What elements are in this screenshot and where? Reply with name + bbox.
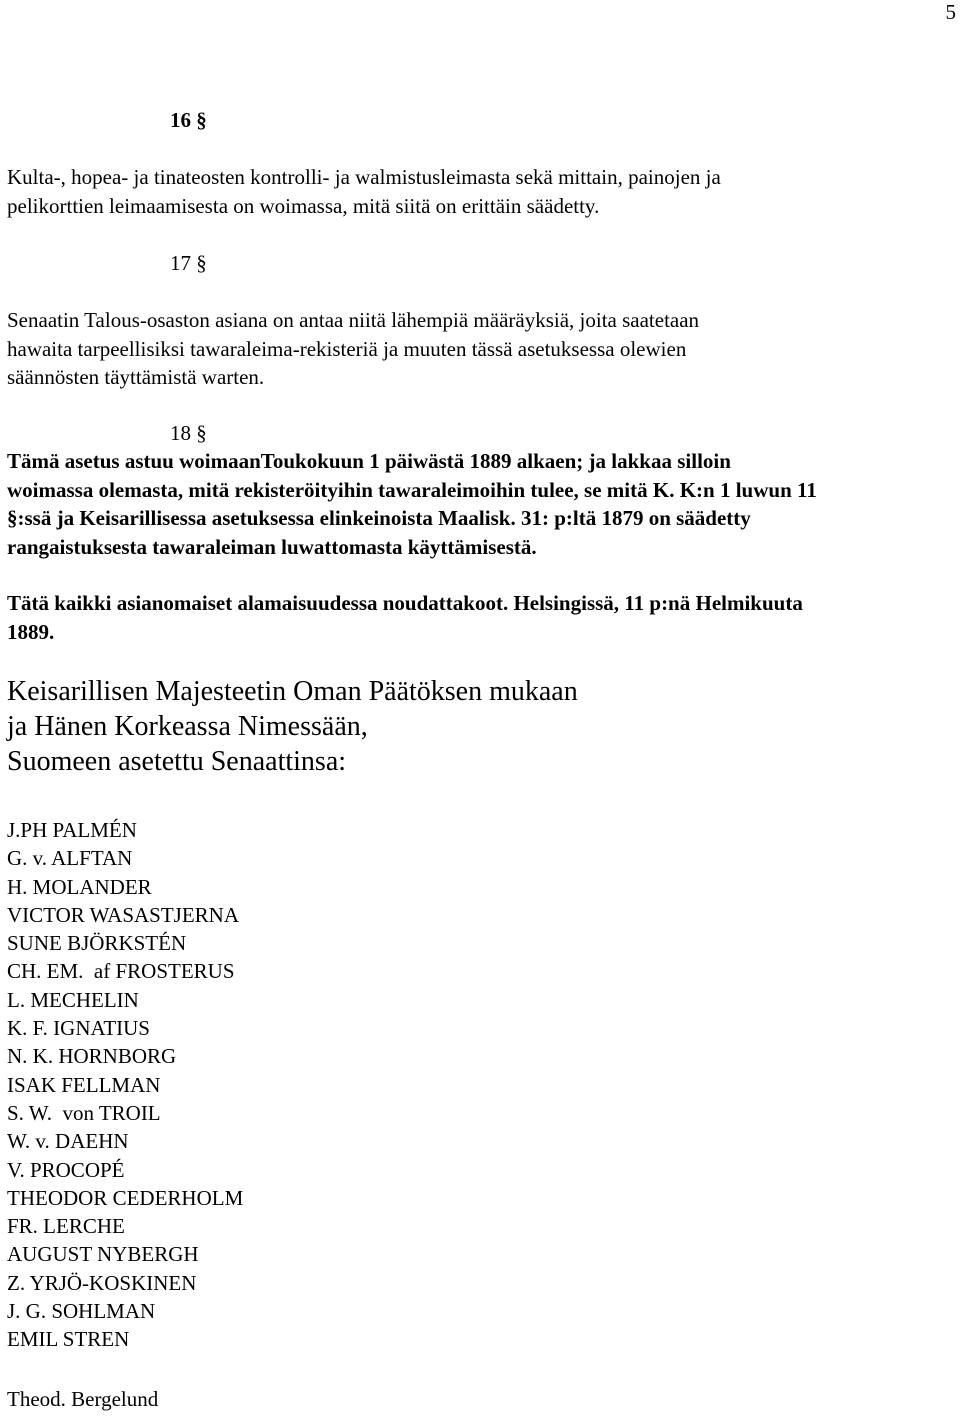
text-line: pelikorttien leimaamisesta on woimassa, mitä siitä on erittäin säädetty. <box>7 193 600 218</box>
section-17-text <box>7 306 957 392</box>
senator-name: Z. YRJÖ-KOSKINEN <box>7 1270 197 1295</box>
senator-name: THEODOR CEDERHOLM <box>7 1185 244 1210</box>
text-line: woimassa olemasta, mitä rekisteröityihin tawaraleimoihin tulee, se mitä K. K:n 1 luwun 11 <box>7 477 817 502</box>
authority-line: Keisarillisen Majesteetin Oman Päätöksen mukaan <box>7 676 578 707</box>
text-line: hawaita tarpeellisiksi tawaraleima-rekisteriä ja muuten tässä asetuksessa olewien <box>7 336 687 361</box>
senator-name: AUGUST NYBERGH <box>7 1242 199 1267</box>
section-heading-18: 18 § <box>170 421 207 445</box>
senator-name: H. MOLANDER <box>7 874 152 899</box>
text-line: Tämä asetus astuu woimaanToukokuun 1 päiwästä 1889 alkaen; ja lakkaa silloin <box>7 449 731 473</box>
senator-name: ISAK FELLMAN <box>7 1072 161 1097</box>
senator-name: FR. LERCHE <box>7 1214 125 1239</box>
closing-statement <box>7 589 957 646</box>
senator-name: W. v. DAEHN <box>7 1129 129 1154</box>
senator-name: SUNE BJÖRKSTÉN <box>7 931 187 956</box>
senator-name: V. PROCOPÉ <box>7 1157 125 1182</box>
text-line: rangaistuksesta tawaraleiman luwattomasta käyttämisestä. <box>7 534 537 559</box>
senator-name: VICTOR WASASTJERNA <box>7 902 240 927</box>
section-heading-17: 17 § <box>170 251 207 275</box>
senator-name: EMIL STREN <box>7 1327 130 1352</box>
page-number: 5 <box>945 0 956 24</box>
text-line: Tätä kaikki asianomaiset alamaisuudessa noudattakoot. Helsingissä, 11 p:nä Helmikuuta <box>7 591 803 615</box>
text-line: Senaatin Talous-osaston asiana on antaa niitä lähempiä määräyksiä, joita saatetaan <box>7 308 700 332</box>
senator-name: L. MECHELIN <box>7 987 139 1012</box>
senator-name: K. F. IGNATIUS <box>7 1016 150 1041</box>
secretary-signature: Theod. Bergelund <box>7 1387 159 1411</box>
authority-line: Suomeen asetettu Senaattinsa: <box>7 746 347 777</box>
senator-name: CH. EM. af FROSTERUS <box>7 959 235 984</box>
senator-name: S. W. von TROIL <box>7 1100 161 1125</box>
section-16-text <box>7 163 957 220</box>
section-heading-16: 16 § <box>170 108 207 132</box>
section-18-text <box>7 447 957 561</box>
text-line: §:ssä ja Keisarillisessa asetuksessa elinkeinoista Maalisk. 31: p:ltä 1879 on säädetty <box>7 506 751 530</box>
senator-name: J. G. SOHLMAN <box>7 1299 156 1324</box>
authority-line: ja Hänen Korkeassa Nimessään, <box>7 711 368 742</box>
senator-name: N. K. HORNBORG <box>7 1044 177 1069</box>
senator-name: J.PH PALMÉN <box>7 818 137 842</box>
text-line: Kulta-, hopea- ja tinateosten kontrolli- ja walmistusleimasta sekä mittain, painojen ja <box>7 165 721 189</box>
senator-name: G. v. ALFTAN <box>7 846 133 871</box>
text-line: säännösten täyttämistä warten. <box>7 365 265 389</box>
authority-block <box>7 674 578 779</box>
senator-list <box>7 816 243 1354</box>
text-line: 1889. <box>7 619 55 644</box>
